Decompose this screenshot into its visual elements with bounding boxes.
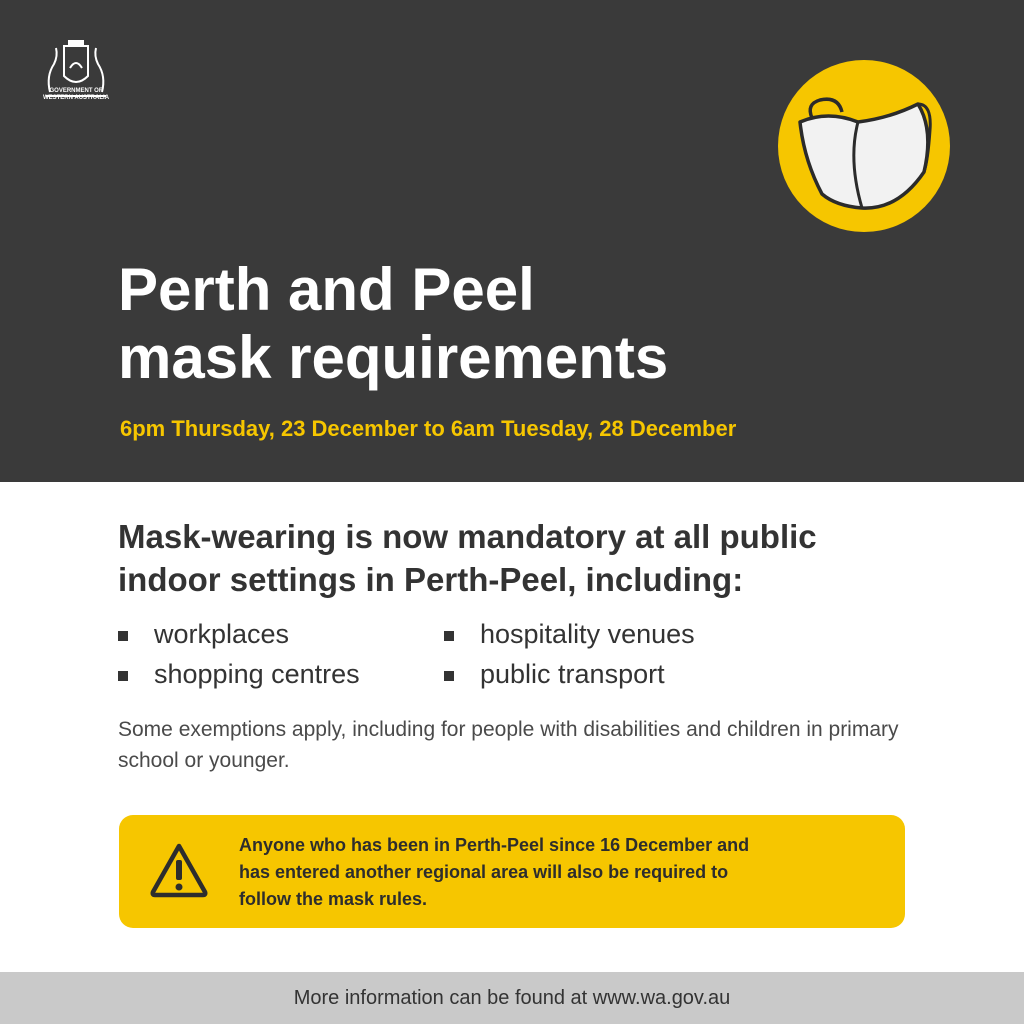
logo-text: GOVERNMENT OF WESTERN AUSTRALIA bbox=[42, 88, 110, 101]
warning-text: Anyone who has been in Perth-Peel since 16 December and has entered another regional area will also be required to follow the mask rules. bbox=[239, 835, 750, 909]
footer-bar bbox=[0, 972, 1024, 1024]
date-range: 6pm Thursday, 23 December to 6am Tuesday, 28 December bbox=[120, 416, 737, 441]
exemptions-note: Some exemptions apply, including for people with disabilities and children in primary school or younger. bbox=[118, 718, 899, 772]
settings-list: workplaces shopping centres hospitality venues public transport bbox=[118, 616, 838, 700]
warning-callout bbox=[119, 815, 905, 928]
face-mask-icon bbox=[778, 60, 950, 232]
lead-statement: Mask-wearing is now mandatory at all public indoor settings in Perth-Peel, including: bbox=[118, 518, 817, 598]
bullet-square-icon bbox=[444, 671, 454, 681]
bullet-square-icon bbox=[118, 631, 128, 641]
page-title: Perth and Peel mask requirements bbox=[118, 256, 669, 391]
bullet-square-icon bbox=[444, 631, 454, 641]
footer-info-text: More information can be found at www.wa.gov.au bbox=[293, 987, 731, 1009]
header-banner bbox=[0, 0, 1024, 482]
warning-triangle-icon bbox=[149, 842, 209, 898]
bullet-square-icon bbox=[118, 671, 128, 681]
